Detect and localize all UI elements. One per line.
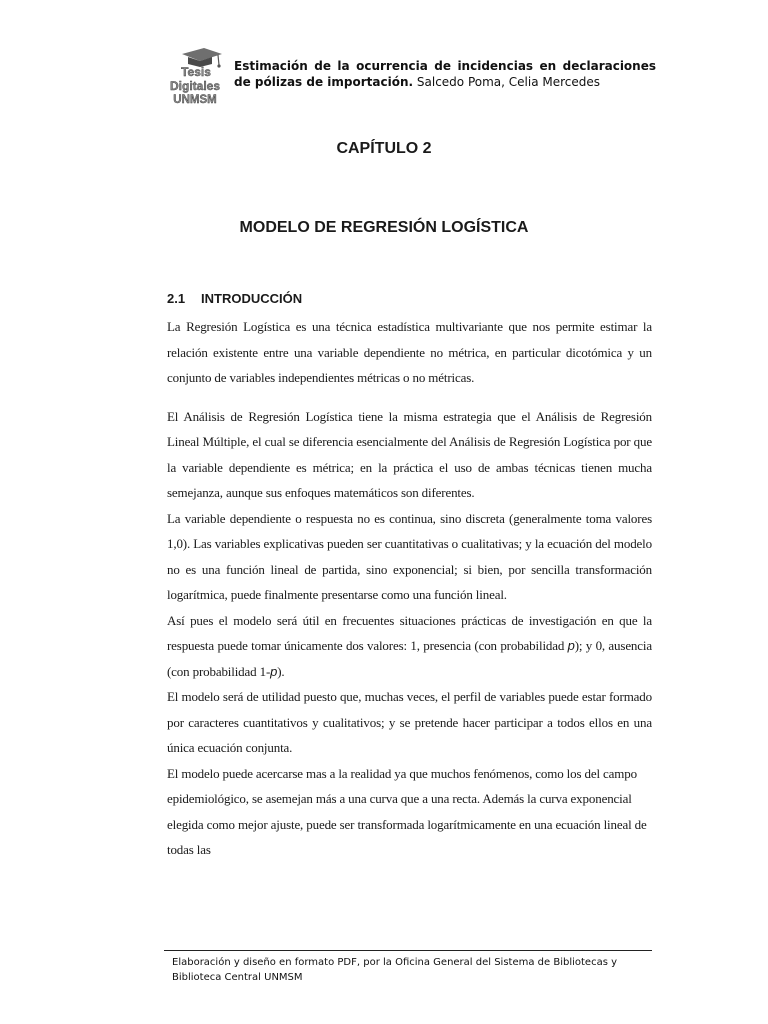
- section-number: 2.1: [167, 291, 186, 306]
- paragraph-1: La Regresión Logística es una técnica estadística multivariante que nos permite estimar la relación existente entre una variable dependiente no métrica, en particular dicotómica y un conjunto de variables independientes métricas o no métricas.: [167, 319, 652, 385]
- paragraph-4: [167, 608, 652, 685]
- running-header: [234, 58, 656, 90]
- chapter-number: CAPÍTULO 2: [336, 140, 432, 157]
- paragraph-5: El modelo será de utilidad puesto que, muchas veces, el perfil de variables puede estar formado por caracteres cuantitativos y cualitativos; y se pretende hacer participar a todos ellos en una única ecuación conjunta.: [167, 689, 652, 755]
- graduation-cap-icon: [166, 48, 228, 106]
- header-author: Salcedo Poma, Celia Mercedes: [416, 75, 601, 89]
- logo-line-tesis: Tesis: [181, 65, 211, 79]
- paragraph-6: El modelo puede acercarse mas a la realidad ya que muchos fenómenos, como los del campo epidemiológico, se asemejan más a una curva que a una recta. Además la curva exponencial elegida como mejor ajuste, puede ser transformada logarítmicamente en una ecuación lineal de todas las: [167, 765, 647, 857]
- body-text: [167, 314, 652, 863]
- header-thesis-title: Estimación de la ocurrencia de incidencias en declaraciones de pólizas de importación.: [234, 59, 656, 89]
- paragraph-4-text-c: ).: [277, 663, 285, 679]
- variable-p: p: [270, 663, 278, 679]
- variable-p: p: [567, 638, 575, 653]
- paragraph-4-text-b: ); y 0, ausencia (con probabilidad 1-: [167, 638, 652, 679]
- footer-text: Elaboración y diseño en formato PDF, por la Oficina General del Sistema de Bibliotecas y Biblioteca Central UNMSM: [172, 957, 618, 981]
- paragraph-4-text-a: Así pues el modelo será útil en frecuentes situaciones prácticas de investigación en que la respuesta puede tomar únicamente dos valores: 1, presencia (con probabilidad: [167, 612, 652, 653]
- logo-line-unmsm: UNMSM: [173, 94, 217, 106]
- section-heading: [167, 291, 302, 306]
- tesis-digitales-logo: [166, 48, 228, 106]
- paragraph-2: El Análisis de Regresión Logística tiene la misma estrategia que el Análisis de Regresión Lineal Múltiple, el cual se diferencia esencialmente del Análisis de Regresión Logística por que la variable dependiente es métrica; en la práctica el uso de ambas técnicas tienen mucha semejanza, aunque sus enfoques matemáticos son diferentes.: [167, 408, 652, 500]
- logo-line-digitales: Digitales: [169, 79, 221, 93]
- chapter-title: MODELO DE REGRESIÓN LOGÍSTICA: [239, 219, 529, 236]
- section-title: INTRODUCCIÓN: [201, 291, 303, 306]
- paragraph-3: La variable dependiente o respuesta no es continua, sino discreta (generalmente toma valores 1,0). Las variables explicativas pueden ser cuantitativas o cualitativas; y la ecuación del modelo no es una función lineal de partida, sino exponencial; si bien, por sencilla transformación logarítmica, puede finalmente presentarse como una función lineal.: [167, 510, 652, 602]
- footer-divider: [164, 950, 652, 951]
